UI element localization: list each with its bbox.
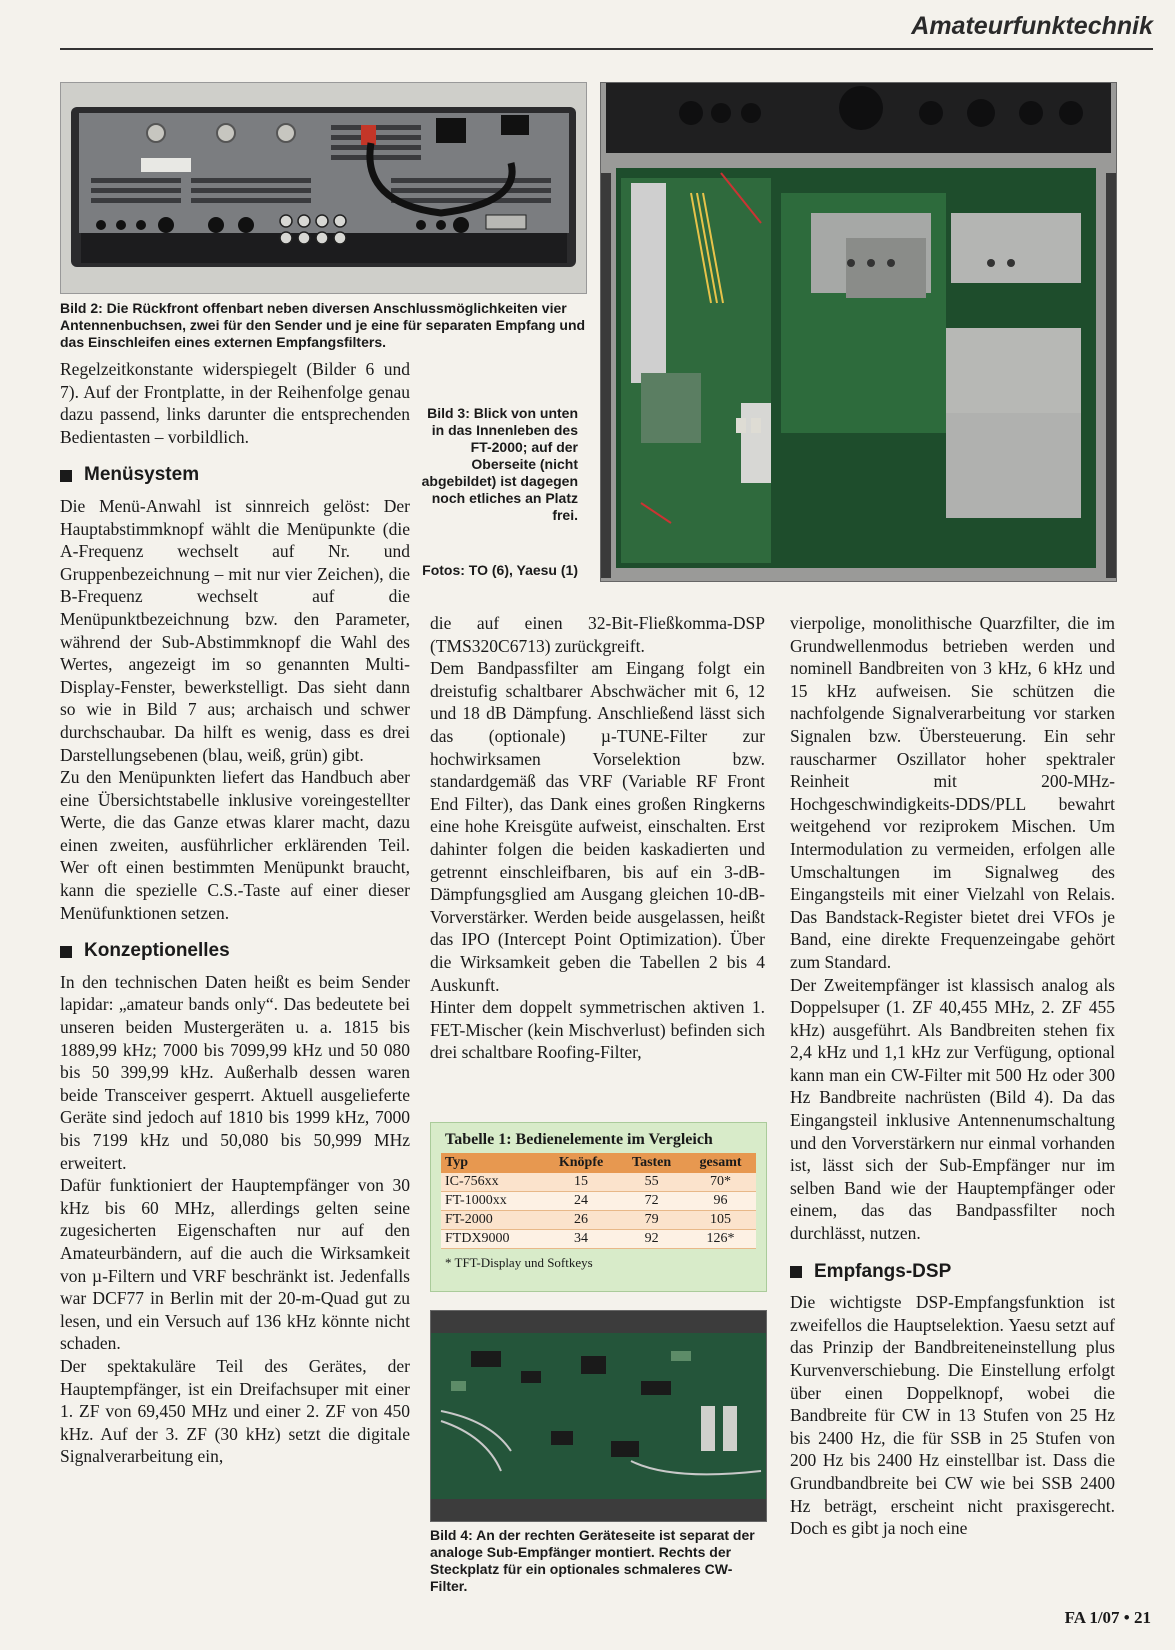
col-header: Typ	[441, 1153, 544, 1173]
paragraph: Der spektakuläre Teil des Gerätes, der Hauptempfänger, ist ein Dreifachsuper mit einer 1. ZF von 69,450 MHz und einer 2. ZF von 450 kHz. Auf der 3. ZF (30 kHz) setzt die digitale Signalverarbeitung ein,	[60, 1355, 410, 1467]
heading-text: Empfangs-DSP	[814, 1260, 952, 1282]
paragraph: Der Zweitempfänger ist klassisch analog als Doppelsuper (1. ZF 40,455 MHz, 2. ZF 455 kHz) ausgeführt. Als Bandbreiten stehen fix 2,4 kHz und 1,1 kHz zur Verfügung, optional kann man ein CW-Filter mit 500 Hz oder 300 Hz Bandbreite nachrüsten (Bild 4). Da das Eingangsteil inklusive Antennenumschaltung und den Vorverstärkern nur einmal vorhanden ist, lässt sich der Sub-Empfänger nur im selben Band wie der Hauptempfänger oder einem, das das Bandpassfilter noch durchlässt, nutzen.	[790, 974, 1115, 1244]
col-header: Tasten	[618, 1153, 685, 1173]
table-cell: 34	[544, 1230, 618, 1249]
col-header: Knöpfe	[544, 1153, 618, 1173]
heading-text: Konzeptionelles	[84, 940, 230, 962]
paragraph: vierpolige, monolithische Quarzfilter, die im Grundwellenmodus betrieben werden und nominell Bandbreiten von 3 kHz, 6 kHz und 15 kHz aufweisen. Sie schützen die nachfolgende Signalverarbeitung vor starken Signalen bzw. Übersteuerung. Ein sehr rauscharmer Oszillator hoher spektraler Reinheit mit 200-MHz-Hochgeschwindigkeits-DDS/PLL bewahrt weitgehend vor reziprokem Mischen. Um Intermodulation zu vermeiden, erfolgen alle Umschaltungen im Signalweg des Eingangsteils mit einer Vielzahl von Relais. Das Bandstack-Register bietet drei VFOs je Band, eine direkte Frequenzeingabe gehört zum Standard.	[790, 613, 1115, 972]
heading-empfangs-dsp	[790, 1261, 1115, 1284]
table-row	[441, 1173, 756, 1192]
table-cell: 92	[618, 1230, 685, 1249]
table-cell: 79	[618, 1211, 685, 1230]
paragraph: Die Menü-Anwahl ist sinnreich gelöst: Der Hauptabstimmknopf wählt die Menüpunkte (die A-Frequenz wechselt auf Nr. und Gruppenbezeichnung – mit nur vier Zeichen), die B-Frequenz wechselt auf die Menüpunktbezeichnung bzw. den Parameter, während der Sub-Abstimmknopf die Wahl des Wertes, angezeigt im so genannten Multi-Display-Fenster, bewerkstelligt. Das sieht dann so wie in Bild 7 aus; archaisch und schwer durchschaubar. Da hilft es wenig, dass es drei Darstellungsebenen (blau, weiß, grün) gibt.	[60, 495, 410, 765]
text-column-2	[430, 612, 765, 1064]
text-column-3	[790, 612, 1115, 1540]
heading-menuesystem	[60, 464, 410, 487]
bild4-sub-receiver-photo	[430, 1310, 767, 1522]
bullet-square-icon	[60, 470, 72, 482]
paragraph: Zu den Menüpunkten liefert das Handbuch aber eine Übersichtstabelle inklusive voreingestellter Werte, die das Ganze etwas klarer macht, dazu einen zweiten, ausführlicher erklärenden Teil. Wer oft einen bestimmten Menüpunkt braucht, kann die spezielle C.S.-Taste auf einer dieser Menüfunktionen setzen.	[60, 767, 410, 923]
section-title: Amateurfunktechnik	[911, 12, 1153, 40]
header-rule	[60, 48, 1153, 50]
table-cell: 24	[544, 1192, 618, 1211]
bild3-interior-photo	[600, 82, 1117, 582]
paragraph: Dem Bandpassfilter am Eingang folgt ein dreistufig schaltbarer Abschwächer mit 6, 12 und 18 dB Dämpfung. Anschließend lässt sich das (optionale) µ-TUNE-Filter zur hochwirksamen Vorselektion bzw. standardgemäß das VRF (Variable RF Front End Filter), das Dank eines großen Ringkerns eine hohe Kreisgüte aufweist, einschalten. Erst dahinter folgen die beiden kaskadierten und getrennt einschleifbaren, bis auf ein 3-dB-Dämpfungsglied am Ausgang gleichen 10-dB-Vorverstärker. Werden beide ausgelassen, heißt das IPO (Intercept Point Optimization). Über die Wirksamkeit geben die Tabellen 2 bis 4 Auskunft.	[430, 658, 765, 995]
bild2-caption: Bild 2: Die Rückfront offenbart neben diversen Anschlussmöglichkeiten vier Antennenbuchsen, zwei für den Sender und je eine für separaten Empfang und das Einschleifen eines externen Empfangsfilters.	[60, 300, 586, 350]
table-cell: 70*	[685, 1173, 756, 1192]
col-header: gesamt	[685, 1153, 756, 1173]
table-cell: 72	[618, 1192, 685, 1211]
photo-credit: Fotos: TO (6), Yaesu (1)	[422, 562, 578, 578]
bild4-caption: Bild 4: An der rechten Geräteseite ist separat der analoge Sub-Empfänger montiert. Rechts der Steckplatz für ein optionales schmaleres CW-Filter.	[430, 1527, 755, 1594]
table-cell: FT-1000xx	[441, 1192, 544, 1211]
table-row	[441, 1192, 756, 1211]
controls-comparison-table	[441, 1153, 756, 1249]
table-cell: 105	[685, 1211, 756, 1230]
heading-konzeptionelles	[60, 940, 410, 963]
table-cell: IC-756xx	[441, 1173, 544, 1192]
bullet-square-icon	[790, 1266, 802, 1278]
text-column-1	[60, 358, 410, 1468]
table-header-row	[441, 1153, 756, 1173]
paragraph: Die wichtigste DSP-Empfangsfunktion ist zweifellos die Hauptselektion. Yaesu setzt auf das Prinzip der Bandbreiteneinstellung plus Kurvenverschiebung. Die Einstellung erfolgt über einen Doppelknopf, wobei die Bandbreite für CW in 13 Stufen von 25 Hz bis 2400 Hz, die für SSB in 25 Stufen von 200 Hz bis 2400 Hz einstellbar ist. Dass die Grundbandbreite bei CW wie bei SSB 2400 Hz beträgt, erscheint nicht praxisgerecht. Doch es gibt ja noch eine	[790, 1292, 1115, 1539]
table-cell: 26	[544, 1211, 618, 1230]
bullet-square-icon	[60, 946, 72, 958]
table-1-box	[430, 1122, 767, 1292]
table-cell: 96	[685, 1192, 756, 1211]
table-cell: 126*	[685, 1230, 756, 1249]
table-row	[441, 1230, 756, 1249]
bild3-caption: Bild 3: Blick von unten in das Innenleben des FT-2000; auf der Oberseite (nicht abgebildet) ist dagegen noch etliches an Platz frei.	[421, 405, 578, 523]
table-cell: 55	[618, 1173, 685, 1192]
bild2-rear-panel-photo	[60, 82, 587, 294]
page-footer: FA 1/07 • 21	[1064, 1608, 1151, 1627]
paragraph: die auf einen 32-Bit-Fließkomma-DSP (TMS320C6713) zurückgreift.	[430, 613, 765, 656]
table-footnote: * TFT-Display und Softkeys	[445, 1255, 593, 1270]
table-row	[441, 1211, 756, 1230]
paragraph: Regelzeitkonstante widerspiegelt (Bilder 6 und 7). Auf der Frontplatte, in der Reihenfolge genau dazu passend, links darunter die entsprechenden Bedientasten – vorbildlich.	[60, 359, 410, 447]
table-cell: FT-2000	[441, 1211, 544, 1230]
table-title: Tabelle 1: Bedienelemente im Vergleich	[445, 1131, 713, 1148]
paragraph: In den technischen Daten heißt es beim Sender lapidar: „amateur bands only“. Das bedeutete bei unseren beiden Mustergeräten u. a. 1815 bis 1889,99 kHz; 7000 bis 7099,99 kHz und 50 080 bis 50 399,99 kHz. Außerhalb dessen waren beide Transceiver gesperrt. Aktuell ausgelieferte Geräte sind jedoch auf 1810 bis 1999 kHz, 7000 bis 7199 kHz und 50,080 bis 50,999 MHz erweitert.	[60, 971, 410, 1173]
heading-text: Menüsystem	[84, 464, 200, 486]
table-cell: FTDX9000	[441, 1230, 544, 1249]
paragraph: Dafür funktioniert der Hauptempfänger von 30 kHz bis 60 MHz, allerdings gelten seine zugesicherten Eigenschaften nur auf den Amateurbändern, auf die auch die Wirksamkeit von µ-Filtern und VRF beschränkt ist. Jedenfalls war DCF77 in Berlin mit der 20-m-Quad gut zu lesen, und ein Versuch auf 136 kHz könnte nicht schaden.	[60, 1175, 410, 1354]
paragraph: Hinter dem doppelt symmetrischen aktiven 1. FET-Mischer (kein Mischverlust) befinden sich drei schaltbare Roofing-Filter,	[430, 997, 765, 1063]
table-cell: 15	[544, 1173, 618, 1192]
